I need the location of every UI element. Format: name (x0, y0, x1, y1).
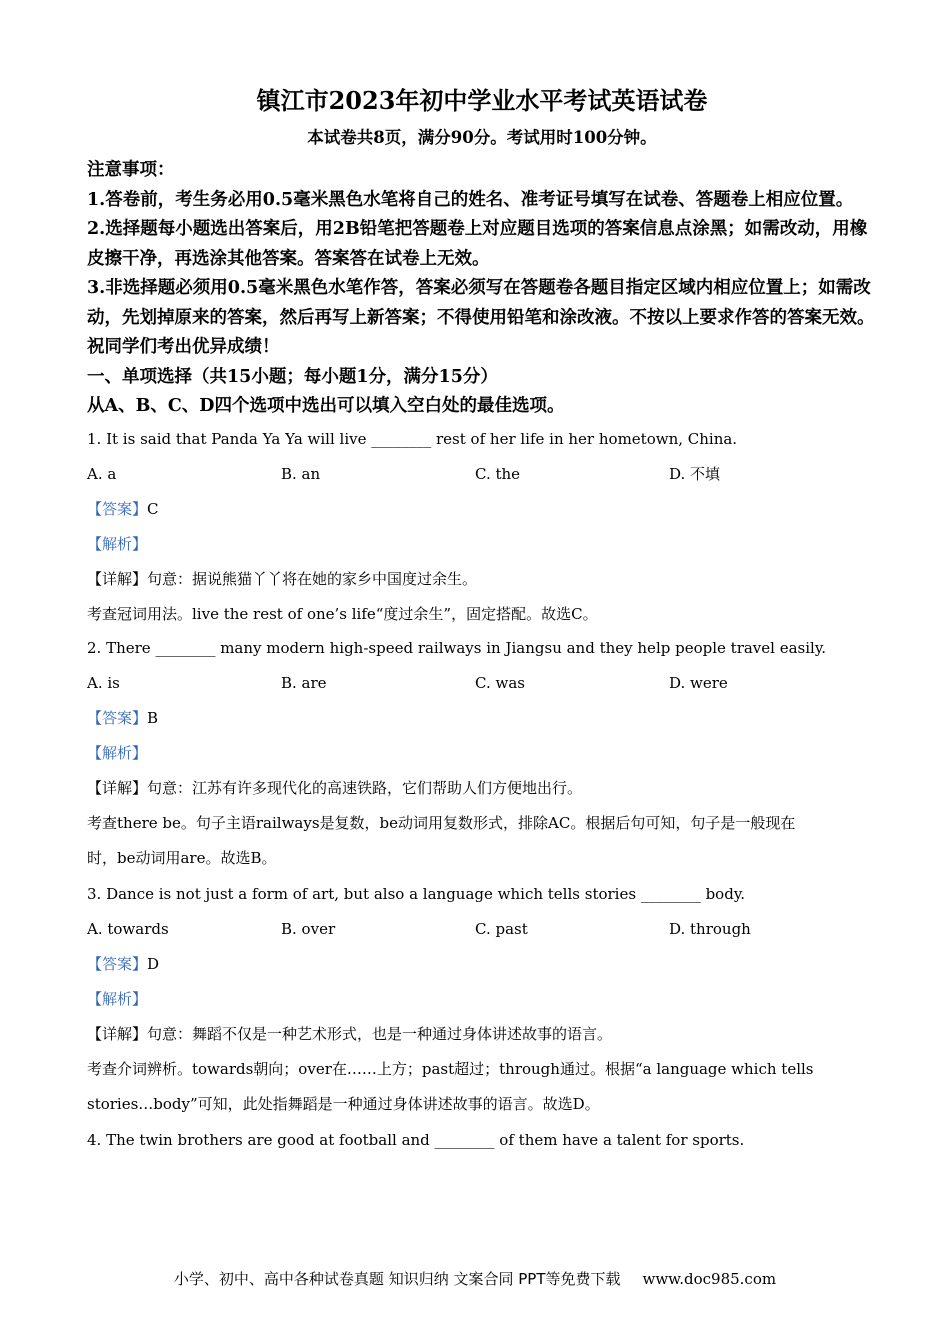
option: B. over (281, 919, 336, 938)
answer-label: 【答案】 (87, 954, 148, 973)
option: A. is (87, 673, 120, 692)
analysis-label: 【解析】 (87, 989, 148, 1008)
detail-line (87, 1024, 877, 1044)
notice-item: 2.选择题每小题选出答案后，用2B铅笔把答题卷上对应题目选项的答案信息点涂黑；如需改动，用橡皮擦干净，再选涂其他答案。答案答在试卷上无效。 (87, 219, 868, 269)
option: C. the (475, 464, 521, 483)
question-stem: 3. Dance is not just a form of art, but also a language which tells stories ________ body. (87, 884, 746, 903)
explain-line: 考查there be。句子主语railways是复数，be动词用复数形式，排除AC。根据后句可知，句子是一般现在 (87, 813, 796, 832)
answer-value: B (147, 708, 159, 727)
option: A. a (87, 464, 117, 483)
option: D. were (669, 673, 728, 692)
analysis-line (87, 989, 877, 1009)
detail-label: 【详解】 (87, 1024, 148, 1043)
answer-line (87, 499, 877, 519)
answer-value: D (147, 954, 160, 973)
notice-wish: 祝同学们考出优异成绩！ (87, 337, 280, 357)
question-stem: 2. There ________ many modern high-speed railways in Jiangsu and they help people travel easily. (87, 638, 827, 657)
footer-text: 小学、初中、高中各种试卷真题 知识归纳 文案合同 PPT等免费下载 (173, 1270, 621, 1288)
page-footer (0, 1268, 950, 1290)
option: C. was (475, 673, 525, 692)
option: B. are (281, 673, 327, 692)
detail-line (87, 778, 877, 798)
option: C. past (475, 919, 528, 938)
detail-text: 句意：舞蹈不仅是一种艺术形式，也是一种通过身体讲述故事的语言。 (147, 1024, 613, 1043)
question-options (87, 673, 877, 693)
question-options (87, 464, 877, 484)
answer-label: 【答案】 (87, 708, 148, 727)
notice-item: 3.非选择题必须用0.5毫米黑色水笔作答，答案必须写在答题卷各题目指定区域内相应位置上；如需改动，先划掉原来的答案，然后再写上新答案；不得使用铅笔和涂改液。不按以上要求作答的答案无效。 (87, 278, 875, 328)
document-body (87, 84, 877, 1165)
option: B. an (281, 464, 321, 483)
answer-value: C (147, 499, 159, 518)
detail-label: 【详解】 (87, 569, 148, 588)
detail-line (87, 569, 877, 589)
answer-label: 【答案】 (87, 499, 148, 518)
analysis-line (87, 743, 877, 763)
analysis-label: 【解析】 (87, 743, 148, 762)
answer-line (87, 708, 877, 728)
explain-line: 考查冠词用法。live the rest of one’s life“度过余生”，固定搭配。故选C。 (87, 604, 598, 623)
option: D. 不填 (669, 464, 721, 483)
detail-text: 句意：据说熊猫丫丫将在她的家乡中国度过余生。 (147, 569, 478, 588)
analysis-label: 【解析】 (87, 534, 148, 553)
detail-text: 句意：江苏有许多现代化的高速铁路，它们帮助人们方便地出行。 (147, 778, 583, 797)
page-subtitle: 本试卷共8页，满分90分。考试用时100分钟。 (307, 128, 657, 147)
notice-heading: 注意事项： (87, 160, 175, 180)
question-stem: 4. The twin brothers are good at football and ________ of them have a talent for sports. (87, 1130, 745, 1149)
explain-line: 时，be动词用are。故选B。 (87, 848, 277, 867)
detail-label: 【详解】 (87, 778, 148, 797)
footer-url[interactable]: www.doc985.com (642, 1270, 777, 1288)
explain-line: 考查介词辨析。towards朝向；over在……上方；past超过；through通过。根据“a language which tells (87, 1059, 814, 1078)
option: D. through (669, 919, 751, 938)
page-title: 镇江市2023年初中学业水平考试英语试卷 (256, 86, 708, 115)
notice-item: 1.答卷前，考生务必用0.5毫米黑色水笔将自己的姓名、准考证号填写在试卷、答题卷上相应位置。 (87, 189, 854, 210)
question-options (87, 919, 877, 939)
section-instruction: 从A、B、C、D四个选项中选出可以填入空白处的最佳选项。 (87, 396, 565, 416)
section-title: 一、单项选择（共15小题；每小题1分，满分15分） (87, 366, 498, 387)
analysis-line (87, 534, 877, 554)
question-stem: 1. It is said that Panda Ya Ya will live ________ rest of her life in her hometown, China. (87, 429, 738, 448)
answer-line (87, 954, 877, 974)
explain-line: stories…body”可知，此处指舞蹈是一种通过身体讲述故事的语言。故选D。 (87, 1094, 600, 1113)
option: A. towards (87, 919, 169, 938)
